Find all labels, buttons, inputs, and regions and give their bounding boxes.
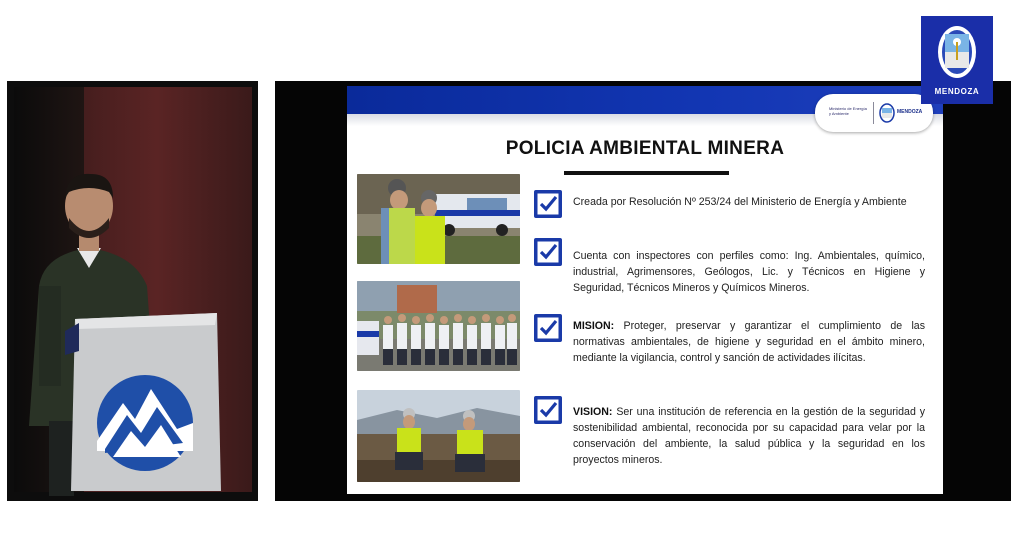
mendoza-emblem-icon	[935, 22, 979, 84]
item-inspectors	[573, 248, 925, 296]
item-inspectors-text: Cuenta con inspectores con perfiles como: Ing. Ambientales, químico, industrial, Agrimensores, Geólogos, Lic. y Técnicos en Higiene y Seguridad, Técnicos Mineros y Químicos Mineros.	[573, 250, 925, 294]
mendoza-broadcast-badge	[921, 16, 993, 104]
item-creation	[573, 194, 925, 210]
item-vision-text: Ser una institución de referencia en la gestión de la seguridad y sostenibilidad ambiental, reconocida por su capacidad para velar por la conservación del ambiente, la salud pública y la seguridad en los proyectos mineros.	[573, 406, 925, 466]
lectern	[65, 311, 225, 491]
item-vision	[573, 404, 925, 468]
checkbox-checked-icon	[534, 314, 562, 342]
ministry-logo	[815, 94, 933, 132]
speaker-video-panel	[7, 81, 258, 501]
item-mission	[573, 318, 925, 366]
ministry-logo-name: MENDOZA	[897, 109, 923, 115]
title-underline	[564, 171, 729, 175]
checkbox-checked-icon	[534, 396, 562, 424]
ministry-logo-text: Ministerio de Energía y Ambiente	[829, 106, 867, 116]
item-vision-lead: VISION:	[573, 406, 613, 418]
presentation-slide	[347, 86, 943, 494]
team-group-photo	[357, 281, 520, 371]
slide-title: POLICIA AMBIENTAL MINERA	[505, 138, 785, 159]
item-mission-text: Proteger, preservar y garantizar el cumplimiento de las normativas ambientales, de higiene y seguridad en el ámbito minero, mediante la vigilancia, control y sanción de actividades ilícitas.	[573, 320, 925, 364]
inspectors-photo	[357, 174, 520, 264]
checkbox-checked-icon	[534, 238, 562, 266]
mendoza-emblem-icon	[879, 103, 895, 123]
item-mission-lead: MISION:	[573, 320, 615, 332]
field-inspection-photo	[357, 390, 520, 482]
item-creation-text: Creada por Resolución Nº 253/24 del Ministerio de Energía y Ambiente	[573, 196, 907, 208]
checkbox-checked-icon	[534, 190, 562, 218]
badge-label: MENDOZA	[934, 87, 980, 96]
